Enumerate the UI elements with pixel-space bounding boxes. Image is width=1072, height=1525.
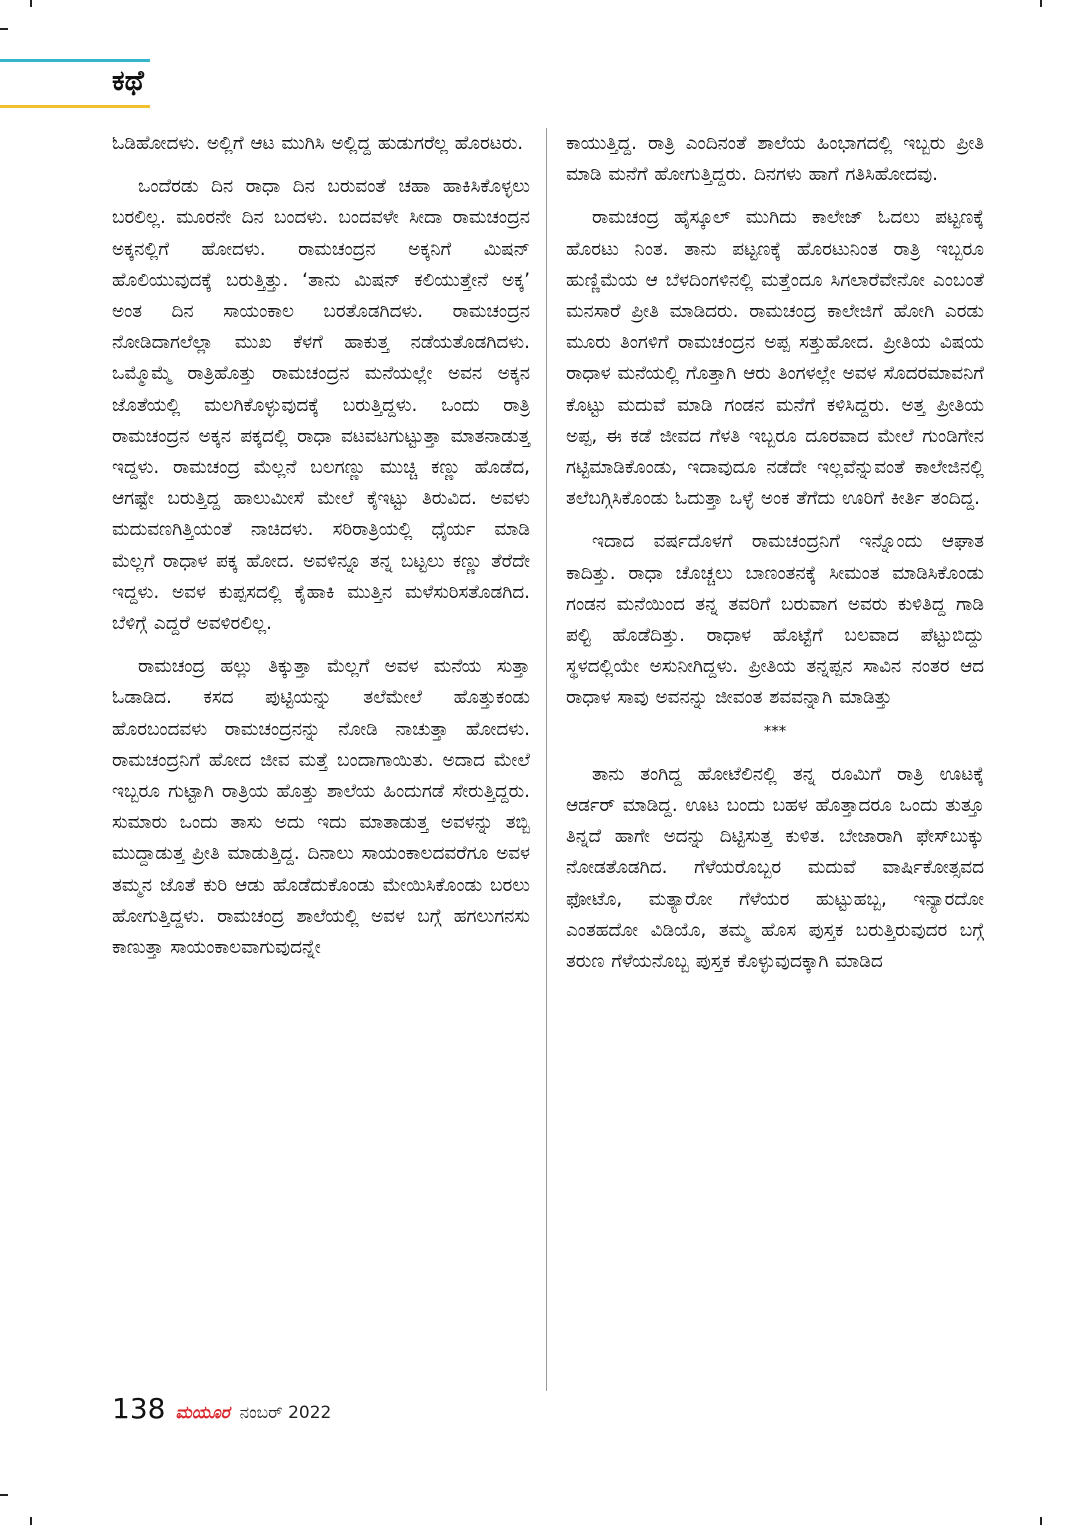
header-rule-bottom bbox=[0, 105, 150, 108]
page-number: 138 bbox=[112, 1392, 166, 1425]
left-column bbox=[112, 128, 530, 963]
issue-label: ನಂಬರ್ 2022 bbox=[239, 1403, 332, 1423]
crop-mark bbox=[30, 1517, 32, 1525]
paragraph: ಇದಾದ ವರ್ಷದೊಳಗೆ ರಾಮಚಂದ್ರನಿಗೆ ಇನ್ನೊಂದು ಆಘಾತ ಕಾದಿತ್ತು. ರಾಧಾ ಚೊಚ್ಚಲು ಬಾಣಂತನಕ್ಕೆ ಸೀಮಂತ ಮಾಡಿಸಿಕೊಂಡು ಗಂಡನ ಮನೆಯಿಂದ ತನ್ನ ತವರಿಗೆ ಬರುವಾಗ ಅವರು ಕುಳಿತಿದ್ದ ಗಾಡಿ ಪಲ್ಟಿ ಹೊಡೆದಿತ್ತು. ರಾಧಾಳ ಹೊಟ್ಟೆಗೆ ಬಲವಾದ ಪೆಟ್ಟುಬಿದ್ದು ಸ್ಥಳದಲ್ಲಿಯೇ ಅಸುನೀಗಿದ್ದಳು. ಪ್ರೀತಿಯ ತನ್ನಪ್ಪನ ಸಾವಿನ ನಂತರ ಆದ ರಾಧಾಳ ಸಾವು ಅವನನ್ನು ಜೀವಂತ ಶವವನ್ನಾಗಿ ಮಾಡಿತ್ತು bbox=[566, 531, 984, 709]
paragraph: ಒಂದೆರಡು ದಿನ ರಾಧಾ ದಿನ ಬರುವಂತೆ ಚಹಾ ಹಾಕಿಸಿಕೊಳ್ಳಲು ಬರಲಿಲ್ಲ. ಮೂರನೇ ದಿನ ಬಂದಳು. ಬಂದವಳೇ ಸೀದಾ ರಾಮಚಂದ್ರನ ಅಕ್ಕನಲ್ಲಿಗೆ ಹೋದಳು. ರಾಮಚಂದ್ರನ ಅಕ್ಕನಿಗೆ ಮಿಷನ್ ಹೊಲಿಯುವುದಕ್ಕೆ ಬರುತ್ತಿತ್ತು. ‘ತಾನು ಮಿಷನ್ ಕಲಿಯುತ್ತೇನೆ ಅಕ್ಕ’ ಅಂತ ದಿನ ಸಾಯಂಕಾಲ ಬರತೊಡಗಿದಳು. ರಾಮಚಂದ್ರನ ನೋಡಿದಾಗಲೆಲ್ಲಾ ಮುಖ ಕೆಳಗೆ ಹಾಕುತ್ತ ನಡೆಯತೊಡಗಿದಳು. ಒಮ್ಮೊಮ್ಮೆ ರಾತ್ರಿಹೊತ್ತು ರಾಮಚಂದ್ರನ ಮನೆಯಲ್ಲೇ ಅವನ ಅಕ್ಕನ ಜೊತೆಯಲ್ಲಿ ಮಲಗಿಕೊಳ್ಳುವುದಕ್ಕೆ ಬರುತ್ತಿದ್ದಳು. ಒಂದು ರಾತ್ರಿ ರಾಮಚಂದ್ರನ ಅಕ್ಕನ ಪಕ್ಕದಲ್ಲಿ ರಾಧಾ ವಟವಟಗುಟ್ಟುತ್ತಾ ಮಾತನಾಡುತ್ತ ಇದ್ದಳು. ರಾಮಚಂದ್ರ ಮೆಲ್ಲನೆ ಬಲಗಣ್ಣು ಮುಚ್ಚಿ ಕಣ್ಣು ಹೊಡೆದ, ಆಗಷ್ಟೇ ಬರುತ್ತಿದ್ದ ಹಾಲುಮೀಸೆ ಮೇಲೆ ಕೈಇಟ್ಟು ತಿರುವಿದ. ಅವಳು ಮದುವಣಗಿತ್ತಿಯಂತೆ ನಾಚಿದಳು. ಸರಿರಾತ್ರಿಯಲ್ಲಿ ಧೈರ್ಯ ಮಾಡಿ ಮೆಲ್ಲಗೆ ರಾಧಾಳ ಪಕ್ಕ ಹೋದ. ಅವಳಿನ್ನೂ ತನ್ನ ಬಟ್ಟಲು ಕಣ್ಣು ತೆರೆದೇ ಇದ್ದಳು. ಅವಳ ಕುಪ್ಪಸದಲ್ಲಿ ಕೈಹಾಕಿ ಮುತ್ತಿನ ಮಳೆಸುರಿಸತೊಡಗಿದ. ಬೆಳಿಗ್ಗೆ ಎದ್ದರೆ ಅವಳಿರಲಿಲ್ಲ. bbox=[112, 176, 530, 635]
magazine-logo: ಮಯೂರ bbox=[175, 1403, 230, 1423]
crop-mark bbox=[1040, 0, 1042, 7]
paragraph: ರಾಮಚಂದ್ರ ಹೈಸ್ಕೂಲ್ ಮುಗಿದು ಕಾಲೇಜ್ ಓದಲು ಪಟ್ಟಣಕ್ಕೆ ಹೊರಟು ನಿಂತ. ತಾನು ಪಟ್ಟಣಕ್ಕೆ ಹೊರಟುನಿಂತ ರಾತ್ರಿ ಇಬ್ಬರೂ ಹುಣ್ಣಿಮೆಯ ಆ ಬೆಳದಿಂಗಳಿನಲ್ಲಿ ಮತ್ತೆಂದೂ ಸಿಗಲಾರೆವೇನೋ ಎಂಬಂತೆ ಮನಸಾರೆ ಪ್ರೀತಿ ಮಾಡಿದರು. ರಾಮಚಂದ್ರ ಕಾಲೇಜಿಗೆ ಹೋಗಿ ಎರಡು ಮೂರು ತಿಂಗಳಿಗೆ ರಾಮಚಂದ್ರನ ಅಪ್ಪ ಸತ್ತುಹೋದ. ಪ್ರೀತಿಯ ವಿಷಯ ರಾಧಾಳ ಮನೆಯಲ್ಲಿ ಗೊತ್ತಾಗಿ ಆರು ತಿಂಗಳಲ್ಲೇ ಅವಳ ಸೊದರಮಾವನಿಗೆ ಕೊಟ್ಟು ಮದುವೆ ಮಾಡಿ ಗಂಡನ ಮನೆಗೆ ಕಳಿಸಿದ್ದರು. ಅತ್ತ ಪ್ರೀತಿಯ ಅಪ್ಪ, ಈ ಕಡೆ ಜೀವದ ಗೆಳತಿ ಇಬ್ಬರೂ ದೂರವಾದ ಮೇಲೆ ಗುಂಡಿಗೇನ ಗಟ್ಟಿಮಾಡಿಕೊಂಡು, ಇದಾವುದೂ ನಡೆದೇ ಇಲ್ಲವೆನ್ನುವಂತೆ ಕಾಲೇಜಿನಲ್ಲಿ ತಲೆಬಗ್ಗಿಸಿಕೊಂಡು ಓದುತ್ತಾ ಒಳ್ಳೆ ಅಂಕ ತೆಗೆದು ಊರಿಗೆ ಕೀರ್ತಿ ತಂದಿದ್ದ. bbox=[566, 207, 984, 510]
header-rule-top bbox=[0, 59, 150, 62]
paragraph: ಓಡಿಹೋದಳು. ಅಲ್ಲಿಗೆ ಆಟ ಮುಗಿಸಿ ಅಲ್ಲಿದ್ದ ಹುಡುಗರೆಲ್ಲ ಹೊರಟರು. bbox=[112, 133, 524, 154]
paragraph: ತಾನು ತಂಗಿದ್ದ ಹೋಟೆಲಿನಲ್ಲಿ ತನ್ನ ರೂಮಿಗೆ ರಾತ್ರಿ ಊಟಕ್ಕೆ ಆರ್ಡರ್ ಮಾಡಿದ್ದ. ಊಟ ಬಂದು ಬಹಳ ಹೊತ್ತಾದರೂ ಒಂದು ತುತ್ತೂ ತಿನ್ನದೆ ಹಾಗೇ ಅದನ್ನು ದಿಟ್ಟಿಸುತ್ತ ಕುಳಿತ. ಬೇಜಾರಾಗಿ ಫೇಸ್‌ಬುಕ್ಕು ನೋಡತೊಡಗಿದ. ಗೆಳೆಯರೊಬ್ಬರ ಮದುವೆ ವಾರ್ಷಿಕೋತ್ಸವದ ಫೋಟೊ, ಮತ್ಯಾರೋ ಗೆಳೆಯರ ಹುಟ್ಟುಹಬ್ಬ, ಇನ್ಯಾರದೋ ಎಂತಹದೋ ವಿಡಿಯೊ, ತಮ್ಮ ಹೊಸ ಪುಸ್ತಕ ಬರುತ್ತಿರುವುದರ ಬಗ್ಗೆ ತರುಣ ಗೆಳೆಯನೊಬ್ಬ ಪುಸ್ತಕ ಕೊಳ್ಳುವುದಕ್ಕಾಗಿ ಮಾಡಿದ bbox=[566, 763, 984, 973]
crop-mark bbox=[30, 0, 32, 7]
crop-mark bbox=[1040, 1517, 1042, 1525]
section-separator: *** bbox=[763, 721, 787, 740]
crop-mark bbox=[0, 1494, 8, 1496]
paragraph: ಕಾಯುತ್ತಿದ್ದ. ರಾತ್ರಿ ಎಂದಿನಂತೆ ಶಾಲೆಯ ಹಿಂಭಾಗದಲ್ಲಿ ಇಬ್ಬರು ಪ್ರೀತಿ ಮಾಡಿ ಮನೆಗೆ ಹೋಗುತ್ತಿದ್ದರು. ದಿನಗಳು ಹಾಗೆ ಗತಿಸಿಹೋದವು. bbox=[566, 133, 984, 186]
paragraph: ರಾಮಚಂದ್ರ ಹಲ್ಲು ತಿಕ್ಕುತ್ತಾ ಮೆಲ್ಲಗೆ ಅವಳ ಮನೆಯ ಸುತ್ತಾ ಓಡಾಡಿದ. ಕಸದ ಪುಟ್ಟಿಯನ್ನು ತಲೆಮೇಲೆ ಹೊತ್ತುಕಂಡು ಹೊರಬಂದವಳು ರಾಮಚಂದ್ರನನ್ನು ನೋಡಿ ನಾಚುತ್ತಾ ಹೋದಳು. ರಾಮಚಂದ್ರನಿಗೆ ಹೋದ ಜೀವ ಮತ್ತೆ ಬಂದಾಗಾಯಿತು. ಅದಾದ ಮೇಲೆ ಇಬ್ಬರೂ ಗುಟ್ಟಾಗಿ ರಾತ್ರಿಯ ಹೊತ್ತು ಶಾಲೆಯ ಹಿಂದುಗಡೆ ಸೇರುತ್ತಿದ್ದರು. ಸುಮಾರು ಒಂದು ತಾಸು ಅದು ಇದು ಮಾತಾಡುತ್ತ ಅವಳನ್ನು ತಬ್ಬಿ ಮುದ್ದಾಡುತ್ತ ಪ್ರೀತಿ ಮಾಡುತ್ತಿದ್ದ. ದಿನಾಲು ಸಾಯಂಕಾಲದವರೆಗೂ ಅವಳ ತಮ್ಮನ ಜೊತೆ ಕುರಿ ಆಡು ಹೊಡೆದುಕೊಂಡು ಮೇಯಿಸಿಕೊಂಡು ಬರಲು ಹೋಗುತ್ತಿದ್ದಳು. ರಾಮಚಂದ್ರ ಶಾಲೆಯಲ್ಲಿ ಅವಳ ಬಗ್ಗೆ ಹಗಲುಗನಸು ಕಾಣುತ್ತಾ ಸಾಯಂಕಾಲವಾಗುವುದನ್ನೇ bbox=[112, 656, 530, 959]
right-column bbox=[566, 128, 984, 977]
column-divider bbox=[546, 128, 547, 1391]
page-footer bbox=[112, 1392, 331, 1425]
crop-mark bbox=[0, 28, 8, 30]
section-title: ಕಥೆ bbox=[112, 64, 144, 97]
